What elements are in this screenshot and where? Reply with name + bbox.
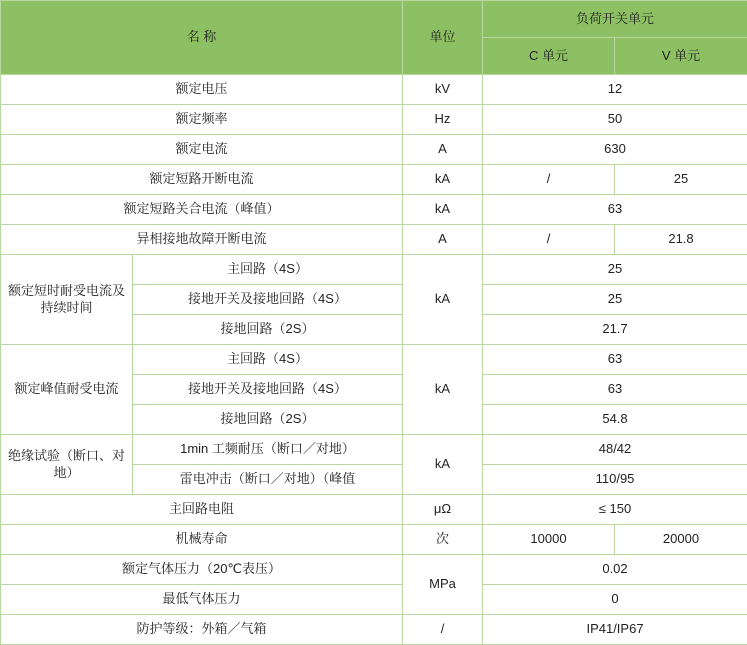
row-value: 63 [483, 195, 747, 225]
row-unit: MPa [403, 555, 483, 615]
row-label: 额定电压 [1, 75, 403, 105]
row-label: 机械寿命 [1, 525, 403, 555]
row-unit: Hz [403, 105, 483, 135]
row-value: 25 [483, 285, 747, 315]
row-label: 额定频率 [1, 105, 403, 135]
row-value: 50 [483, 105, 747, 135]
row-label: 主回路电阻 [1, 495, 403, 525]
table-row [1, 225, 747, 255]
table-row [1, 255, 747, 285]
row-value: 54.8 [483, 405, 747, 435]
header-sub-c: C 单元 [483, 38, 615, 75]
row-value: 110/95 [483, 465, 747, 495]
row-unit: μΩ [403, 495, 483, 525]
row-unit: A [403, 225, 483, 255]
row-sub-label: 接地回路（2S） [133, 405, 403, 435]
row-sub-label: 1min 工频耐压（断口／对地） [133, 435, 403, 465]
row-label: 额定短路关合电流（峰值） [1, 195, 403, 225]
row-sub-label: 主回路（4S） [133, 255, 403, 285]
row-group-label: 额定峰值耐受电流 [1, 345, 133, 435]
row-label: 异相接地故障开断电流 [1, 225, 403, 255]
row-label: 额定电流 [1, 135, 403, 165]
row-unit: / [403, 615, 483, 645]
row-value: 0 [483, 585, 747, 615]
row-value: 12 [483, 75, 747, 105]
header-name: 名 称 [1, 1, 403, 75]
row-value-c: / [483, 165, 615, 195]
row-label: 额定短路开断电流 [1, 165, 403, 195]
row-sub-label: 主回路（4S） [133, 345, 403, 375]
row-value-v: 21.8 [615, 225, 747, 255]
row-value: 63 [483, 375, 747, 405]
row-unit: kV [403, 75, 483, 105]
row-value-c: / [483, 225, 615, 255]
row-unit: kA [403, 195, 483, 225]
row-unit: kA [403, 435, 483, 495]
row-value: 0.02 [483, 555, 747, 585]
row-value: 63 [483, 345, 747, 375]
table-header-row [1, 1, 747, 38]
row-value: ≤ 150 [483, 495, 747, 525]
row-label: 防护等级：外箱／气箱 [1, 615, 403, 645]
table-row [1, 165, 747, 195]
row-group-label: 绝缘试验（断口、对地） [1, 435, 133, 495]
table-row [1, 495, 747, 525]
row-unit: 次 [403, 525, 483, 555]
row-group-label: 额定短时耐受电流及持续时间 [1, 255, 133, 345]
table-row [1, 555, 747, 585]
table-row [1, 105, 747, 135]
row-unit: kA [403, 255, 483, 345]
row-value: 630 [483, 135, 747, 165]
header-unit: 单位 [403, 1, 483, 75]
table-row [1, 585, 747, 615]
row-value: IP41/IP67 [483, 615, 747, 645]
row-value: 48/42 [483, 435, 747, 465]
row-value: 21.7 [483, 315, 747, 345]
header-sub-v: V 单元 [615, 38, 747, 75]
row-value: 25 [483, 255, 747, 285]
table-row [1, 345, 747, 375]
table-row [1, 135, 747, 165]
row-unit: A [403, 135, 483, 165]
table-row [1, 75, 747, 105]
row-sub-label: 接地开关及接地回路（4S） [133, 285, 403, 315]
table-row [1, 525, 747, 555]
row-value-v: 20000 [615, 525, 747, 555]
row-label: 额定气体压力（20℃表压） [1, 555, 403, 585]
row-sub-label: 接地回路（2S） [133, 315, 403, 345]
row-sub-label: 接地开关及接地回路（4S） [133, 375, 403, 405]
row-value-c: 10000 [483, 525, 615, 555]
table-row [1, 615, 747, 645]
row-unit: kA [403, 345, 483, 435]
row-value-v: 25 [615, 165, 747, 195]
row-label: 最低气体压力 [1, 585, 403, 615]
row-sub-label: 雷电冲击（断口／对地）（峰值 [133, 465, 403, 495]
row-unit: kA [403, 165, 483, 195]
table-row [1, 195, 747, 225]
header-group: 负荷开关单元 [483, 1, 747, 38]
table-row [1, 435, 747, 465]
